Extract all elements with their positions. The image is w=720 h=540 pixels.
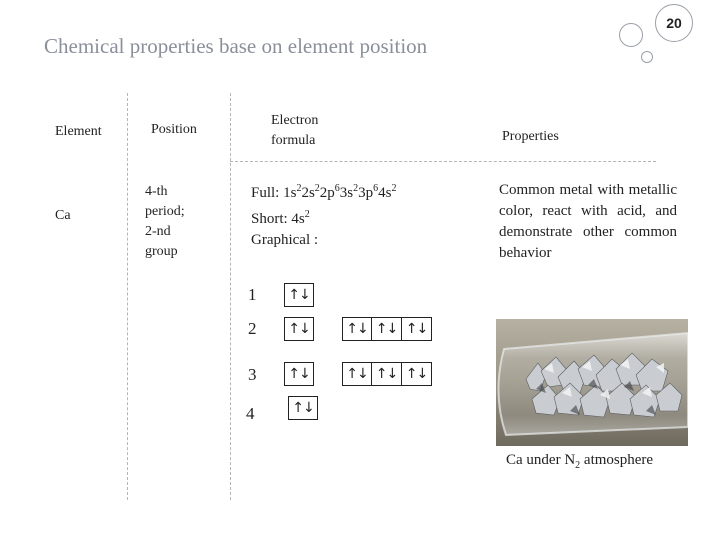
orbital-box: ↑↓: [402, 317, 432, 341]
header-electron-formula-line2: formula: [271, 133, 316, 148]
position-line: period;: [145, 204, 185, 219]
position-line: group: [145, 244, 178, 259]
orbital-box: ↑↓: [284, 362, 314, 386]
orbital-box: ↑↓: [288, 396, 318, 420]
orbital-s-level-1: [284, 283, 314, 309]
orbital-s-level-2: [284, 317, 314, 343]
orbital-box: ↑↓: [402, 362, 432, 386]
page-number-badge: [655, 4, 693, 42]
header-element: Element: [55, 124, 102, 139]
orbital-p-level-3: [342, 362, 432, 388]
level-label-2: 2: [248, 319, 257, 338]
header-position: Position: [151, 122, 197, 137]
level-label-4: 4: [246, 404, 255, 423]
page-number: 20: [666, 15, 682, 31]
electron-formula: [251, 178, 396, 251]
photo-caption: Ca under $N_2$ atmosphere: [506, 452, 654, 471]
orbital-p-level-2: [342, 317, 432, 343]
orbital-box: ↑↓: [284, 317, 314, 341]
formula-graphical: Graphical :: [251, 232, 319, 248]
orbital-s-level-4: [288, 396, 318, 422]
formula-short: Short: $4s^2$: [251, 209, 310, 227]
header-electron-formula: [271, 111, 318, 151]
level-label-3: 3: [248, 365, 257, 384]
header-divider: [230, 161, 656, 162]
calcium-sample-photo: [496, 319, 688, 446]
properties-text: Common metal with metallic color, react with acid, and demonstrate other common behavior: [499, 182, 677, 261]
slide-title: Chemical properties base on element position: [44, 34, 428, 58]
header-electron-formula-line1: Electron: [271, 113, 319, 128]
formula-full: Full: $1s^22s^22p^63s^23p^64s^2$: [251, 183, 397, 201]
orbital-box: ↑↓: [372, 317, 402, 341]
orbital-box: ↑↓: [342, 317, 372, 341]
column-divider-1: [127, 93, 128, 500]
decorative-circle-large: [619, 23, 643, 47]
orbital-box: ↑↓: [342, 362, 372, 386]
element-symbol: Ca: [55, 208, 71, 223]
decorative-circle-small: [641, 51, 653, 63]
orbital-box: ↑↓: [372, 362, 402, 386]
column-divider-2: [230, 93, 231, 500]
position-line: 4-th: [145, 184, 168, 199]
orbital-box: ↑↓: [284, 283, 314, 307]
position-line: 2-nd: [145, 224, 171, 239]
header-properties: Properties: [502, 129, 559, 144]
level-label-1: 1: [248, 285, 257, 304]
element-position: [145, 182, 185, 262]
orbital-s-level-3: [284, 362, 314, 388]
